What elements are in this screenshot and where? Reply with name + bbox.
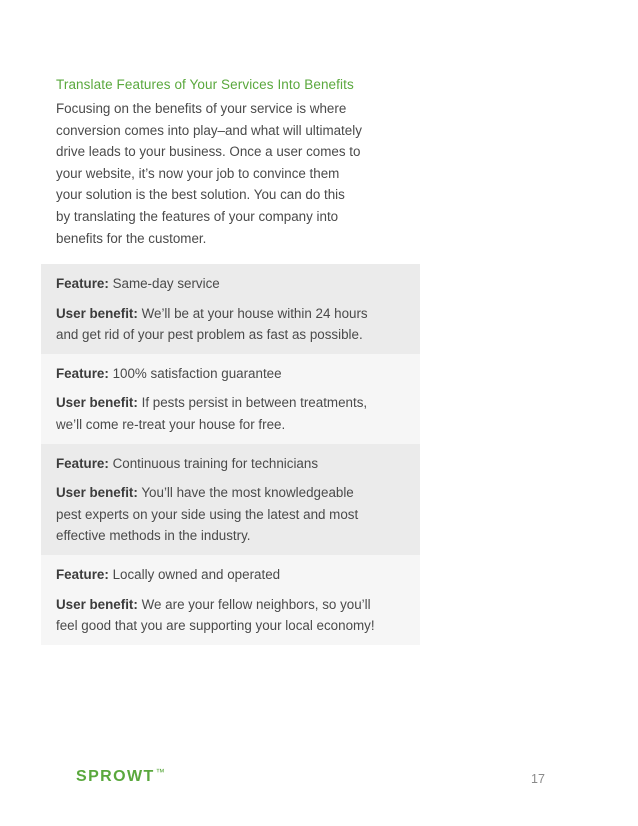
benefit-label: User benefit:: [56, 395, 138, 411]
intro-line: your website, it’s now your job to convince them: [56, 165, 340, 181]
sprowt-logo: [76, 768, 165, 786]
benefit-line: [56, 392, 406, 435]
benefit-label: User benefit:: [56, 305, 138, 321]
benefit-line: [56, 303, 406, 346]
benefit-text: We are your fellow neighbors, so you’ll: [141, 596, 371, 612]
intro-line: drive leads to your business. Once a user comes to: [56, 144, 361, 160]
feature-line: [56, 564, 406, 586]
feature-block: [41, 264, 420, 354]
benefit-line: [56, 594, 406, 637]
benefit-text: and get rid of your pest problem as fast as possible.: [56, 327, 363, 343]
feature-block: [41, 555, 420, 645]
feature-block: [41, 444, 420, 555]
intro-line: Focusing on the benefits of your service is where: [56, 101, 347, 116]
feature-label: Feature:: [56, 566, 109, 582]
feature-block: [41, 354, 420, 444]
trademark-symbol: ™: [155, 767, 165, 777]
feature-label: Feature:: [56, 276, 109, 291]
feature-line: [56, 363, 406, 385]
feature-label: Feature:: [56, 365, 109, 381]
benefit-line: [56, 482, 406, 547]
benefit-text: We’ll be at your house within 24 hours: [141, 305, 368, 321]
logo-text: SPROWT: [76, 768, 155, 785]
benefit-label: User benefit:: [56, 485, 138, 501]
benefit-text: feel good that you are supporting your local economy!: [56, 618, 375, 634]
intro-line: conversion comes into play–and what will ultimately: [56, 122, 362, 138]
feature-text: Same-day service: [112, 276, 220, 291]
benefit-text: You’ll have the most knowledgeable: [141, 485, 354, 501]
feature-text: 100% satisfaction guarantee: [112, 365, 282, 381]
feature-line: [56, 273, 406, 295]
benefit-text: If pests persist in between treatments,: [141, 395, 368, 411]
intro-line: by translating the features of your company into: [56, 208, 339, 224]
intro-paragraph: [56, 98, 408, 249]
feature-label: Feature:: [56, 455, 109, 471]
feature-text: Locally owned and operated: [112, 566, 281, 582]
intro-line: your solution is the best solution. You can do this: [56, 187, 345, 203]
feature-line: [56, 453, 406, 475]
feature-text: Continuous training for technicians: [112, 455, 319, 471]
benefit-text: pest experts on your side using the latest and most: [56, 506, 359, 522]
intro-line: benefits for the customer.: [56, 230, 207, 246]
benefit-text: we’ll come re-treat your house for free.: [56, 416, 286, 432]
section-heading: Translate Features of Your Services Into Benefits: [56, 77, 354, 92]
benefit-label: User benefit:: [56, 596, 138, 612]
feature-benefit-list: [41, 264, 420, 645]
benefit-text: effective methods in the industry.: [56, 528, 251, 544]
page-number: 17: [531, 772, 545, 786]
